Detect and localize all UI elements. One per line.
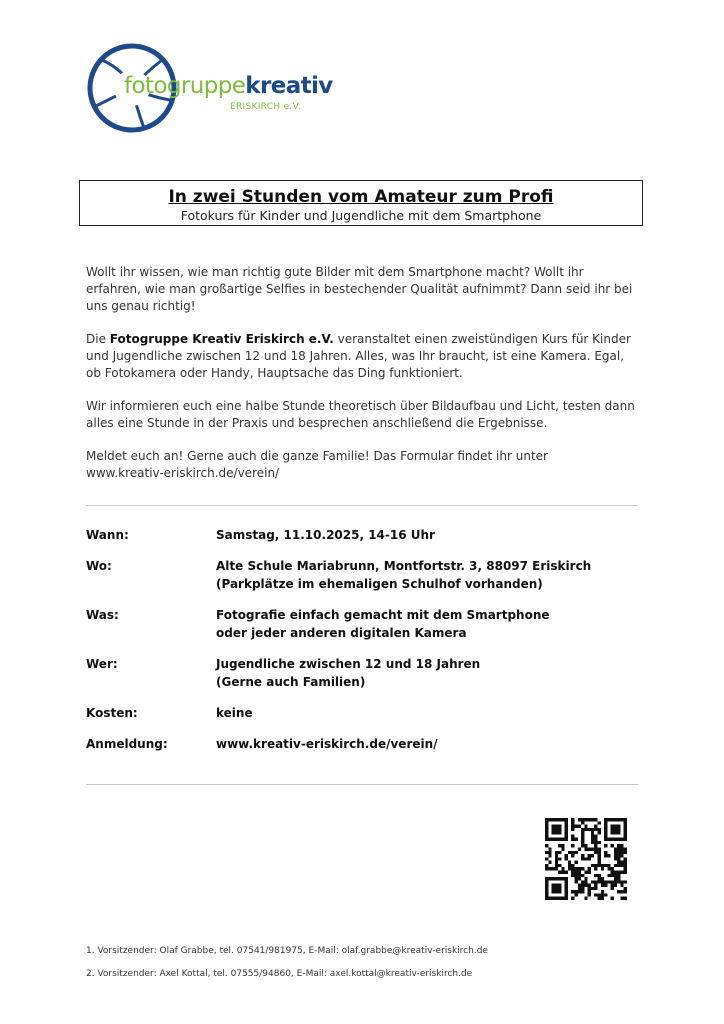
detail-value-line: oder jeder anderen digitalen Kamera bbox=[216, 626, 467, 640]
detail-value bbox=[216, 606, 638, 642]
logo-word-light: fotogruppe bbox=[124, 73, 246, 99]
paragraph-organizer-suffix: veranstaltet einen zweistündigen Kurs für Kinder und Jugendliche zwischen 12 und 18 Jahren. Alles, was Ihr braucht, ist eine Kamera. Egal, ob Fotokamera oder Handy, Hauptsache das Ding funktioniert. bbox=[86, 332, 631, 380]
detail-value bbox=[216, 557, 638, 593]
paragraph-intro: Wollt ihr wissen, wie man richtig gute Bilder mit dem Smartphone macht? Wollt ihr erfahren, wie man großartige Selfies in bestechender Qualität aufnimmt? Dann seid ihr bei uns genau richtig! bbox=[86, 265, 633, 313]
detail-label: Was: bbox=[86, 608, 119, 622]
paragraph-organizer bbox=[86, 331, 638, 382]
detail-label: Wann: bbox=[86, 528, 129, 542]
paragraph-program: Wir informieren euch eine halbe Stunde theoretisch über Bildaufbau und Licht, testen dann alles eine Stunde in der Praxis und besprechen anschließend die Ergebnisse. bbox=[86, 399, 635, 430]
organizer-name: Fotogruppe Kreativ Eriskirch e.V. bbox=[109, 332, 334, 346]
detail-value-line: Fotografie einfach gemacht mit dem Smartphone bbox=[216, 608, 550, 622]
detail-value bbox=[216, 526, 638, 544]
paragraph-signup bbox=[86, 448, 638, 482]
footer-chairman-2: 2. Vorsitzender: Axel Kottal, tel. 07555/94860, E-Mail: axel.kottal@kreativ-eriskirch.de bbox=[86, 969, 473, 979]
detail-value bbox=[216, 655, 638, 691]
detail-row-anmeldung bbox=[86, 735, 638, 753]
signup-url[interactable]: www.kreativ-eriskirch.de/verein/ bbox=[86, 466, 280, 480]
logo bbox=[84, 40, 354, 136]
detail-row-wo bbox=[86, 557, 638, 593]
detail-label: Anmeldung: bbox=[86, 737, 168, 751]
detail-value-line: (Parkplätze im ehemaligen Schulhof vorhanden) bbox=[216, 577, 543, 591]
detail-value bbox=[216, 704, 638, 722]
logo-word-bold: kreativ bbox=[245, 73, 333, 99]
detail-value-line: keine bbox=[216, 706, 253, 720]
detail-label: Kosten: bbox=[86, 706, 138, 720]
page-title: In zwei Stunden vom Amateur zum Profi bbox=[168, 187, 554, 207]
detail-row-wann bbox=[86, 526, 638, 544]
detail-label: Wo: bbox=[86, 559, 112, 573]
detail-value bbox=[216, 735, 638, 753]
qr-code-icon[interactable] bbox=[545, 818, 627, 900]
detail-label: Wer: bbox=[86, 657, 118, 671]
divider-top bbox=[86, 505, 638, 506]
footer-chairman-1: 1. Vorsitzender: Olaf Grabbe, tel. 07541/981975, E-Mail: olaf.grabbe@kreativ-eriskirch.de bbox=[86, 946, 488, 956]
detail-value-line: Jugendliche zwischen 12 und 18 Jahren bbox=[216, 657, 481, 671]
body-text bbox=[86, 264, 638, 498]
divider-bottom bbox=[86, 784, 638, 785]
detail-value-line: Samstag, 11.10.2025, 14-16 Uhr bbox=[216, 528, 435, 542]
signup-text: Meldet euch an! Gerne auch die ganze Familie! Das Formular findet ihr unter bbox=[86, 449, 548, 463]
detail-value-line: Alte Schule Mariabrunn, Montfortstr. 3, 88097 Eriskirch bbox=[216, 559, 592, 573]
title-box bbox=[79, 180, 643, 226]
page-subtitle: Fotokurs für Kinder und Jugendliche mit dem Smartphone bbox=[180, 208, 542, 223]
detail-row-wer bbox=[86, 655, 638, 691]
detail-value-line: (Gerne auch Familien) bbox=[216, 675, 366, 689]
registration-url[interactable]: www.kreativ-eriskirch.de/verein/ bbox=[216, 737, 438, 751]
logo-subtext: ERISKIRCH e.V. bbox=[230, 102, 302, 112]
paragraph-organizer-prefix: Die bbox=[86, 332, 110, 346]
detail-row-was bbox=[86, 606, 638, 642]
event-details bbox=[86, 526, 638, 766]
detail-row-kosten bbox=[86, 704, 638, 722]
logo-wordmark bbox=[124, 75, 333, 98]
